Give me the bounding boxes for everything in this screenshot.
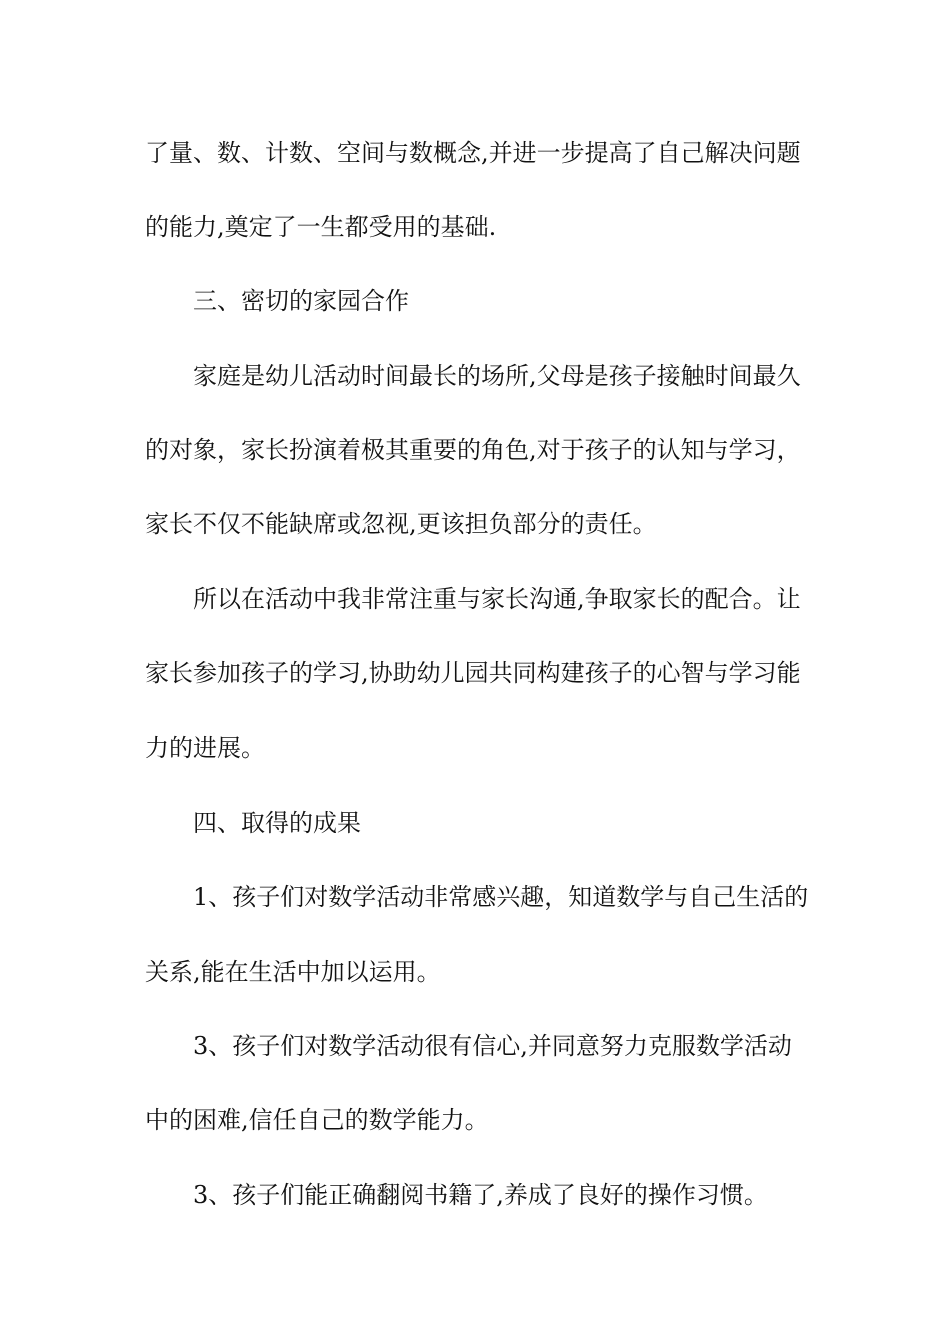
section-heading: 四、取得的成果 [193, 809, 361, 837]
paragraph-line: 家长参加孩子的学习,协助幼儿园共同构建孩子的心智与学习能 [145, 659, 801, 687]
list-item-continuation: 关系,能在生活中加以运用。 [145, 958, 441, 986]
paragraph-line: 家庭是幼儿活动时间最长的场所,父母是孩子接触时间最久 [193, 362, 801, 390]
section-heading: 三、密切的家园合作 [193, 287, 409, 315]
paragraph-line: 力的进展。 [145, 734, 265, 762]
paragraph-line: 所以在活动中我非常注重与家长沟通,争取家长的配合。让 [193, 585, 801, 613]
paragraph-line: 家长不仅不能缺席或忽视,更该担负部分的责任。 [145, 510, 657, 538]
paragraph-line: 了量、数、计数、空间与数概念,并进一步提高了自己解决问题 [145, 139, 801, 167]
list-item: 1、孩子们对数学活动非常感兴趣，知道数学与自己生活的 [193, 883, 809, 911]
list-item: 3、孩子们对数学活动很有信心,并同意努力克服数学活动 [193, 1032, 792, 1060]
list-item-continuation: 中的困难,信任自己的数学能力。 [145, 1106, 489, 1134]
list-item: 3、孩子们能正确翻阅书籍了,养成了良好的操作习惯。 [193, 1181, 768, 1209]
paragraph-line: 的能力,奠定了一生都受用的基础. [145, 213, 497, 241]
paragraph-line: 的对象，家长扮演着极其重要的角色,对于孩子的认知与学习， [145, 436, 801, 464]
